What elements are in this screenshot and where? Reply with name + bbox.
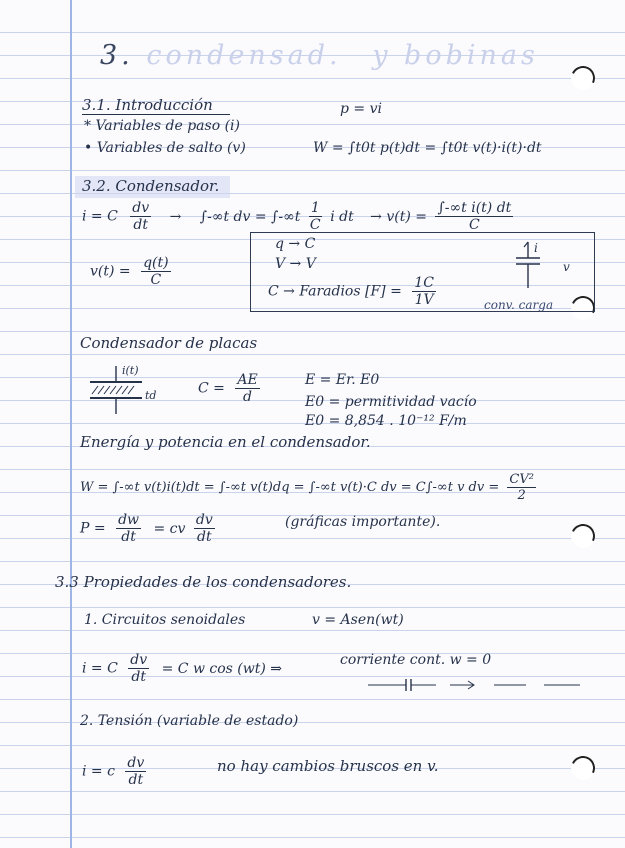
v-asen: v = Asen(wt) <box>312 612 404 628</box>
eps1: E = Er. E0 <box>305 372 380 388</box>
binder-hole-icon <box>568 753 599 784</box>
symbol-i: i <box>534 241 538 255</box>
box-frac-num: 1C <box>414 275 434 291</box>
c-eq-left: C = <box>198 380 225 397</box>
box-line2: V → V <box>275 256 316 272</box>
frac-num: dv <box>132 200 150 216</box>
energia-heading: Energía y potencia en el condensador. <box>80 433 371 451</box>
graficas-note: (gráficas importante). <box>285 514 441 530</box>
capacitor-symbol-icon <box>508 240 558 296</box>
var-salto: • Variables de salto (v) <box>84 140 246 156</box>
frac-den: dt <box>133 217 149 233</box>
eps2: E0 = permitividad vacío <box>305 394 477 410</box>
open-circuit-sketch-icon <box>368 678 583 692</box>
dv-dt-fraction <box>130 200 151 233</box>
condensador-heading: 3.2. Condensador. <box>82 177 220 195</box>
item1: 1. Circuitos senoidales <box>84 612 246 628</box>
i-c-eq <box>82 755 146 788</box>
no-cambios: no hay cambios bruscos en v. <box>217 757 439 775</box>
intro-heading-underline <box>82 114 230 115</box>
one-over-c-fraction <box>309 200 322 233</box>
label-td: td <box>145 389 157 402</box>
frac3-num: ∫-∞t i(t) dt <box>437 200 512 216</box>
c-num: AE <box>237 372 258 388</box>
title-word1: condensad. <box>146 40 342 71</box>
margin-line <box>70 0 72 848</box>
v-den: C <box>150 272 162 288</box>
i3-den: dt <box>128 772 144 788</box>
var-paso: * Variables de paso (i) <box>84 118 240 134</box>
i-cw-eq <box>82 652 282 685</box>
p-den: dt <box>121 529 136 545</box>
i-eq-left: i = C <box>82 208 118 225</box>
p-num: dw <box>118 512 140 528</box>
arrow1: → <box>169 208 182 225</box>
placas-heading: Condensador de placas <box>80 334 258 352</box>
item2: 2. Tensión (variable de estado) <box>80 713 299 729</box>
ae-over-d-fraction <box>235 372 259 405</box>
p-eq2: = cv <box>153 520 186 537</box>
binder-hole-icon <box>568 521 599 552</box>
farad-fraction <box>412 275 436 308</box>
box-line3-text: C → Faradios [F] = <box>268 283 402 300</box>
dv-dt-fraction-3 <box>128 652 149 685</box>
v-eq-left: v(t) = <box>90 263 131 280</box>
p2-den: dt <box>197 529 212 545</box>
title-number: 3. <box>100 40 134 71</box>
i-den: dt <box>131 669 147 685</box>
w-eq <box>80 472 536 503</box>
symbol-v: v <box>563 260 570 274</box>
dv-dt-fraction-4 <box>125 755 146 788</box>
page-title <box>100 40 539 71</box>
label-it: i(t) <box>122 364 139 377</box>
w-num: CV² <box>509 472 534 487</box>
p-eq <box>80 512 215 545</box>
binder-hole-icon <box>568 63 599 94</box>
i-num: dv <box>130 652 148 668</box>
i-eq2: = C w cos (wt) ⇒ <box>161 660 283 677</box>
dv-dt-fraction-2 <box>194 512 215 545</box>
frac3-den: C <box>469 217 480 233</box>
i3-num: dv <box>127 755 145 771</box>
i-eq <box>82 200 513 233</box>
i-eq-left-2: i = C <box>82 660 118 677</box>
p2-num: dv <box>195 512 213 528</box>
v-num: q(t) <box>143 255 169 271</box>
c-den: d <box>243 389 253 405</box>
con-carga: conv. carga <box>484 298 554 312</box>
propiedades-heading: 3.3 Propiedades de los condensadores. <box>55 573 352 591</box>
intro-heading: 3.1. Introducción <box>82 96 213 114</box>
eps3: E0 = 8,854 . 10⁻¹² F/m <box>305 413 467 429</box>
arrow2: → v(t) = <box>370 208 427 225</box>
box-frac-den: 1V <box>414 292 434 308</box>
vt-fraction <box>435 200 513 233</box>
box-line1: q → C <box>275 236 316 252</box>
v-eq <box>90 255 171 288</box>
q-over-c-fraction <box>141 255 171 288</box>
i-eq3: i = c <box>82 763 115 780</box>
work-eq: W = ∫t0t p(t)dt = ∫t0t v(t)·i(t)·dt <box>313 140 542 156</box>
corriente-cont: corriente cont. w = 0 <box>340 652 492 668</box>
c-eq <box>198 372 260 405</box>
title-word2: y bobinas <box>372 40 539 71</box>
frac2-den: C <box>309 217 321 233</box>
p-vi: p = vi <box>340 101 382 117</box>
w-den: 2 <box>517 488 526 503</box>
int-eq2: i dt <box>330 208 354 225</box>
box-line3 <box>268 275 436 308</box>
dw-dt-fraction <box>116 512 141 545</box>
w-eq-text: W = ∫-∞t v(t)i(t)dt = ∫-∞t v(t)dq = ∫-∞t v(t)·C dv = C∫-∞t v dv = <box>80 480 500 495</box>
int-eq: ∫-∞t dv = ∫-∞t <box>199 208 301 225</box>
cv2-over-2-fraction <box>507 472 536 503</box>
frac2-num: 1 <box>310 200 320 216</box>
p-eq-left: P = <box>80 520 106 537</box>
